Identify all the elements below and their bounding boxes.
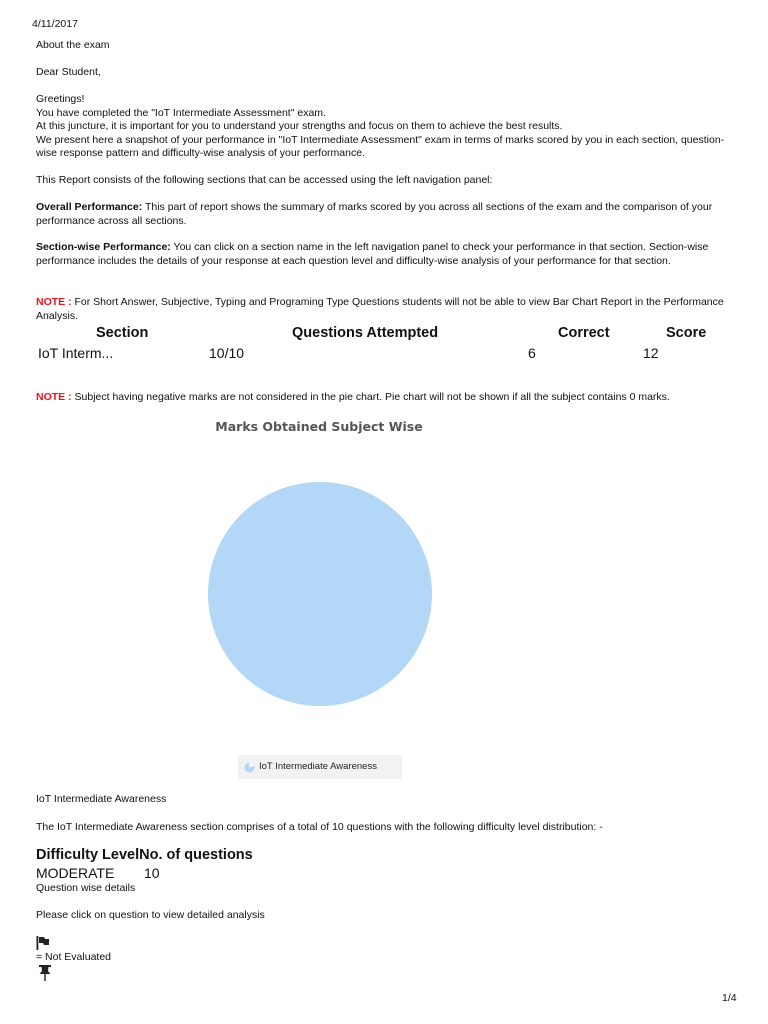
- completed-line: You have completed the "IoT Intermediate Assessment" exam.: [36, 106, 326, 119]
- table-cell-score: 12: [643, 345, 659, 361]
- section-name: IoT Intermediate Awareness: [36, 793, 167, 805]
- overall-performance-label: Overall Performance:: [36, 201, 143, 213]
- difficulty-header-count: No. of questions: [139, 847, 253, 863]
- snapshot-line: We present here a snapshot of your performance in "IoT Intermediate Assessment" exam in terms of marks scored by you in each section, question-wise response pattern and difficulty-wise analysis of your performance.: [36, 133, 725, 159]
- not-evaluated-label: = Not Evaluated: [36, 951, 112, 963]
- print-date: 4/11/2017: [32, 18, 78, 30]
- section-description: The IoT Intermediate Awareness section comprises of a total of 10 questions with the following difficulty level distribution: -: [36, 821, 603, 833]
- intro-paragraph: [36, 93, 736, 161]
- chart-legend: [238, 755, 402, 779]
- sectionwise-performance-label: Section-wise Performance:: [36, 241, 171, 253]
- sectionwise-performance-paragraph: [36, 241, 736, 268]
- table-header-section: Section: [96, 325, 149, 341]
- flag-icon: [36, 936, 50, 950]
- difficulty-level-cell: MODERATE: [36, 865, 115, 881]
- question-wise-heading: Question wise details: [36, 882, 136, 894]
- note-text: Subject having negative marks are not considered in the pie chart. Pie chart will not be shown if all the subject contains 0 marks.: [71, 391, 670, 403]
- pie-chart: [160, 412, 480, 722]
- juncture-line: At this juncture, it is important for you to understand your strengths and focus on them to achieve the best results.: [36, 120, 563, 132]
- pin-icon: [38, 965, 52, 981]
- difficulty-header-level: Difficulty Level: [36, 847, 140, 863]
- table-cell-correct: 6: [528, 345, 536, 361]
- sectionwise-performance-text: You can click on a section name in the left navigation panel to check your performance in that section. Section-wise performance includes the details of your response at each question level and difficulty-wise analysis of your performance for that section.: [36, 241, 709, 267]
- note-bar-chart: [36, 296, 736, 323]
- about-heading: About the exam: [36, 39, 110, 51]
- report-sections-line: This Report consists of the following sections that can be accessed using the left navigation panel:: [36, 174, 493, 186]
- pie-slice[interactable]: [208, 482, 432, 706]
- click-question-note: Please click on question to view detailed analysis: [36, 909, 265, 921]
- table-header-correct: Correct: [558, 325, 610, 341]
- difficulty-count-cell: 10: [144, 865, 160, 881]
- note-label: NOTE :: [36, 296, 72, 308]
- table-cell-attempted: 10/10: [209, 345, 245, 361]
- table-header-score: Score: [666, 325, 707, 341]
- legend-label: IoT Intermediate Awareness: [259, 761, 377, 772]
- table-cell-section[interactable]: IoT Interm...: [38, 345, 114, 361]
- difficulty-header: [36, 847, 253, 863]
- chart-title: Marks Obtained Subject Wise: [215, 419, 423, 434]
- greeting-line: Greetings!: [36, 93, 85, 105]
- note-label: NOTE :: [36, 391, 72, 403]
- table-header-attempted: Questions Attempted: [292, 325, 439, 341]
- overall-performance-text: This part of report shows the summary of marks scored by you across all sections of the exam and the comparison of your performance across all sections.: [36, 201, 713, 227]
- overall-performance-paragraph: [36, 201, 736, 228]
- page-number: 1/4: [722, 992, 737, 1004]
- note-pie-chart: [36, 391, 736, 405]
- salutation: Dear Student,: [36, 66, 101, 78]
- note-text: For Short Answer, Subjective, Typing and Programing Type Questions students will not be able to view Bar Chart Report in the Performance Analysis.: [36, 296, 724, 322]
- pie-legend-icon: [244, 762, 255, 773]
